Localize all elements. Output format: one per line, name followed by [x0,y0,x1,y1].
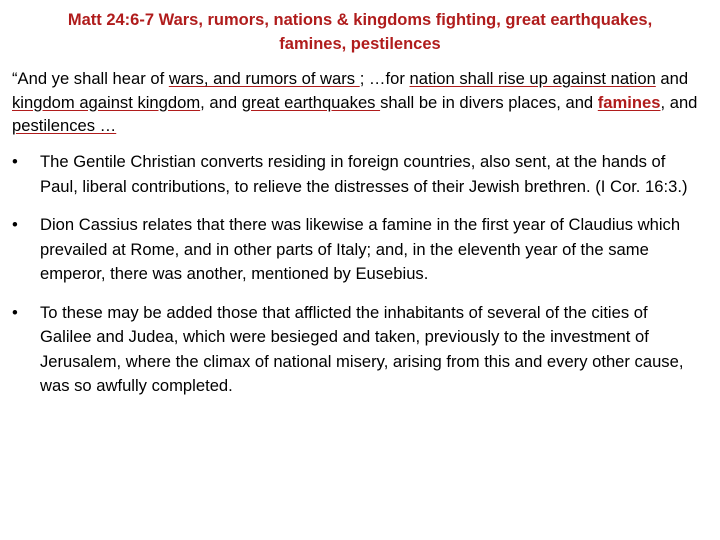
bullet-text: Dion Cassius relates that there was likewise a famine in the first year of Claudius which prevailed at Rome, and in other parts of Italy; and, in the eleventh year of the same emperor, there was another, mentioned by Eusebius. [40,215,681,283]
bullet-item [12,301,702,399]
bullet-item [12,213,702,287]
bullet-list [12,150,702,413]
title-line-1: Matt 24:6-7 Wars, rumors, nations & kingdoms fighting, great earthquakes, [67,11,653,29]
quote-wars: wars, and rumors of wars [168,69,360,88]
quote-text-4: , and [200,92,242,112]
scripture-quote [12,67,712,138]
quote-text-3: and [655,69,689,88]
quote-nation: nation shall rise up against nation [409,69,656,88]
quote-famines: famines [597,92,661,112]
quote-kingdom: kingdom against kingdom [12,92,201,112]
title-line-2: famines, pestilences [279,35,441,53]
quote-text-2: ; …for [359,69,410,88]
slide-title [14,8,706,56]
quote-text-1: “And ye shall hear of [12,69,169,88]
bullet-text: The Gentile Christian converts residing in foreign countries, also sent, at the hands of Paul, liberal contributions, to relieve the distresses of their Jewish brethren. (I Cor. 16:3.) [40,152,688,196]
bullet-marker: • [12,215,18,234]
bullet-marker: • [12,302,18,322]
quote-pestilences: pestilences … [12,116,117,135]
quote-text-6: , and [660,92,698,112]
bullet-item [12,150,702,199]
quote-text-5: shall be in divers places, and [380,92,598,112]
bullet-text: To these may be added those that afflicted the inhabitants of several of the cities of Galilee and Judea, which were besieged and taken, previously to the investment of Jerusalem, where the climax of national misery, arising from this and every other cause, was so awfully completed. [40,302,684,395]
quote-earthquakes: great earthquakes [241,92,381,112]
bullet-marker: • [12,152,18,171]
